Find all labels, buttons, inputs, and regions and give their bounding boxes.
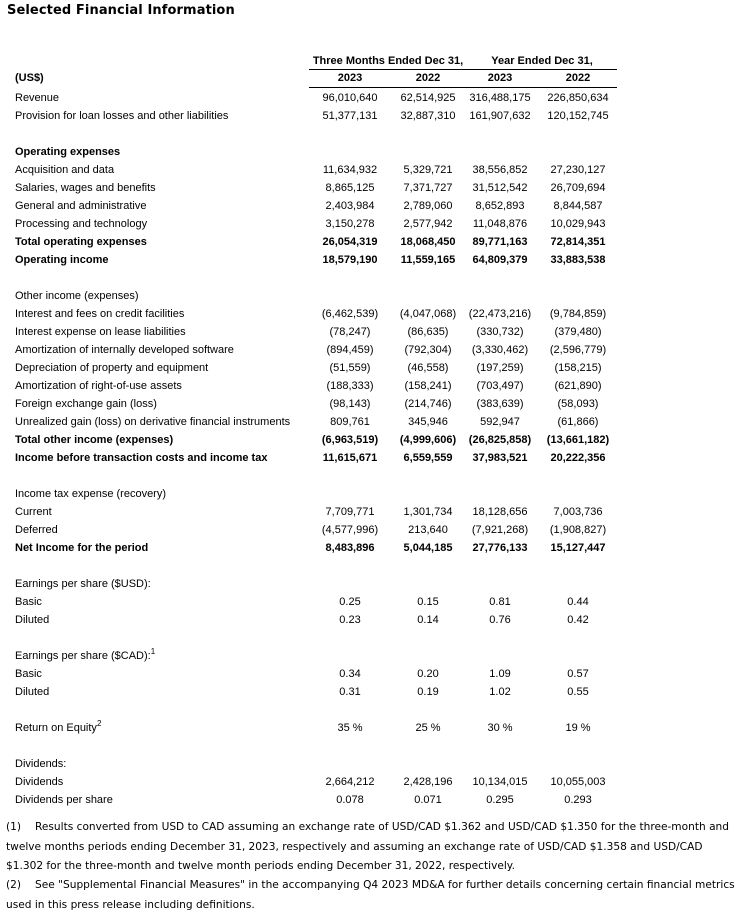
cell: 226,850,634 (547, 92, 609, 104)
cell: 161,907,632 (469, 110, 531, 122)
row-label: Interest and fees on credit facilities (15, 308, 185, 320)
footnote-text: Results converted from USD to CAD assuming an exchange rate of USD/CAD $1.362 and USD/CAD $1.350 for the three-month and twelve months periods ending December 31, 2023, respectively and assuming an exchange rate of USD/CAD $1.358 and USD/CAD $1.302 for the three-month and twelve month periods ending December 31, 2022, respectively. (6, 821, 729, 872)
row-label: Unrealized gain (loss) on derivative financial instruments (15, 416, 291, 428)
footnote-marker: (1) (6, 821, 22, 833)
table-row (0, 413, 746, 431)
cell: 10,055,003 (550, 776, 606, 788)
cell: (7,921,268) (471, 524, 529, 536)
year-header: 2022 (565, 72, 591, 84)
cell: 89,771,163 (472, 236, 528, 248)
section-header-operating-expenses (0, 143, 746, 161)
cell: (383,639) (476, 398, 524, 410)
cell: 32,887,310 (400, 110, 456, 122)
cell: 18,128,656 (472, 506, 528, 518)
row-label: Current (15, 506, 52, 518)
cell: 11,559,165 (400, 254, 456, 266)
cell: 38,556,852 (472, 164, 528, 176)
section-header-income-tax (0, 485, 746, 503)
table-row (0, 611, 746, 629)
table-row (0, 773, 746, 791)
row-label: Salaries, wages and benefits (15, 182, 156, 194)
year-header: 2023 (487, 72, 513, 84)
cell: 1,301,734 (403, 506, 453, 518)
table-row (0, 665, 746, 683)
cell: 592,947 (480, 416, 520, 428)
cell: 0.078 (336, 794, 364, 806)
row-label: Diluted (15, 614, 50, 626)
cell: (9,784,859) (549, 308, 607, 320)
cell: 0.81 (489, 596, 511, 608)
cell: (4,047,068) (399, 308, 457, 320)
table-row (0, 161, 746, 179)
cell: 0.31 (339, 686, 361, 698)
table-row (0, 377, 746, 395)
cell: 27,230,127 (550, 164, 606, 176)
row-label: Operating income (15, 254, 109, 266)
row-label: Dividends per share (15, 794, 113, 806)
footnote-marker: (2) (6, 879, 22, 891)
table-row (0, 341, 746, 359)
cell: 11,048,876 (472, 218, 528, 230)
cell: (158,241) (404, 380, 452, 392)
group-header-year: Year Ended Dec 31, (491, 55, 593, 67)
row-label: Total other income (expenses) (15, 434, 174, 446)
row-label: Income before transaction costs and income tax (15, 452, 268, 464)
table-row (0, 791, 746, 809)
cell: 0.15 (417, 596, 439, 608)
cell: 7,709,771 (325, 506, 375, 518)
table-row-total (0, 233, 746, 251)
cell: 0.19 (417, 686, 439, 698)
cell: (3,330,462) (471, 344, 529, 356)
cell: 11,634,932 (322, 164, 378, 176)
year-header: 2023 (337, 72, 363, 84)
row-label: Depreciation of property and equipment (15, 362, 209, 374)
cell: 31,512,542 (472, 182, 528, 194)
cell: 2,789,060 (403, 200, 453, 212)
cell: (188,333) (326, 380, 374, 392)
cell: 0.14 (417, 614, 439, 626)
table-row-total (0, 449, 746, 467)
cell: 20,222,356 (550, 452, 606, 464)
cell: (158,215) (554, 362, 602, 374)
cell: 8,483,896 (325, 542, 375, 554)
table-row (0, 179, 746, 197)
table-row (0, 521, 746, 539)
cell: 0.23 (339, 614, 361, 626)
row-label-text: Return on Equity (15, 722, 97, 734)
footnote-ref: 1 (150, 647, 156, 656)
cell: 1.09 (489, 668, 511, 680)
cell: 7,003,736 (553, 506, 603, 518)
cell: (379,480) (554, 326, 602, 338)
footnote-2 (6, 876, 742, 915)
cell: 8,844,587 (553, 200, 603, 212)
cell: 35 % (337, 722, 363, 734)
section-label: Other income (expenses) (15, 290, 139, 302)
cell: 96,010,640 (322, 92, 378, 104)
footnote-ref: 2 (96, 719, 102, 728)
cell: 213,640 (408, 524, 448, 536)
cell: 345,946 (408, 416, 448, 428)
row-label: Basic (15, 668, 42, 680)
cell: 64,809,379 (472, 254, 528, 266)
cell: (58,093) (557, 398, 599, 410)
cell: (621,890) (554, 380, 602, 392)
row-label (15, 719, 101, 737)
cell: 5,329,721 (403, 164, 453, 176)
cell: (1,908,827) (549, 524, 607, 536)
row-label: Foreign exchange gain (loss) (15, 398, 157, 410)
table-row-roe (0, 719, 746, 737)
cell: (4,577,996) (321, 524, 379, 536)
table-row (0, 503, 746, 521)
cell: 25 % (415, 722, 441, 734)
cell: 19 % (565, 722, 591, 734)
row-label: Net Income for the period (15, 542, 149, 554)
cell: (46,558) (407, 362, 449, 374)
cell: 2,428,196 (403, 776, 453, 788)
cell: (51,559) (329, 362, 371, 374)
cell: 11,615,671 (322, 452, 378, 464)
section-label: Dividends: (15, 758, 67, 770)
cell: 0.25 (339, 596, 361, 608)
cell: 37,983,521 (472, 452, 528, 464)
table-row (0, 215, 746, 233)
cell: 18,579,190 (322, 254, 378, 266)
currency-label: (US$) (15, 72, 44, 84)
section-header-dividends (0, 755, 746, 773)
header-row (0, 69, 746, 87)
cell: 2,403,984 (325, 200, 375, 212)
cell: 809,761 (330, 416, 370, 428)
section-label: Operating expenses (15, 146, 121, 158)
cell: (2,596,779) (549, 344, 607, 356)
cell: 62,514,925 (400, 92, 456, 104)
table-row (0, 395, 746, 413)
cell: 2,664,212 (325, 776, 375, 788)
group-header-three-months: Three Months Ended Dec 31, (312, 55, 464, 67)
row-label: Processing and technology (15, 218, 148, 230)
cell: 0.295 (486, 794, 514, 806)
table-row (0, 683, 746, 701)
cell: 8,652,893 (475, 200, 525, 212)
footnote-1 (6, 818, 742, 877)
cell: (4,999,606) (399, 434, 457, 446)
cell: 72,814,351 (550, 236, 606, 248)
table-row (0, 593, 746, 611)
section-label: Income tax expense (recovery) (15, 488, 167, 500)
cell: (13,661,182) (546, 434, 610, 446)
table-row-total (0, 251, 746, 269)
row-label: Basic (15, 596, 42, 608)
cell: 0.293 (564, 794, 592, 806)
cell: (894,459) (326, 344, 374, 356)
cell: 5,044,185 (403, 542, 453, 554)
cell: 7,371,727 (403, 182, 453, 194)
cell: (78,247) (329, 326, 371, 338)
table-row (0, 305, 746, 323)
cell: 10,134,015 (472, 776, 528, 788)
row-label: Interest expense on lease liabilities (15, 326, 186, 338)
table-row-total (0, 539, 746, 557)
cell: (26,825,858) (468, 434, 532, 446)
row-label: Revenue (15, 92, 60, 104)
row-label: Acquisition and data (15, 164, 115, 176)
header-rule-bottom (309, 87, 617, 88)
cell: 33,883,538 (550, 254, 606, 266)
row-label: General and administrative (15, 200, 147, 212)
year-header: 2022 (415, 72, 441, 84)
cell: 316,488,175 (469, 92, 531, 104)
row-label: Diluted (15, 686, 50, 698)
cell: (330,732) (476, 326, 524, 338)
cell: 0.42 (567, 614, 589, 626)
section-header-eps-usd (0, 575, 746, 593)
cell: 0.76 (489, 614, 511, 626)
section-header-eps-cad (0, 647, 746, 665)
row-label: Total operating expenses (15, 236, 147, 248)
table-row-revenue (0, 89, 746, 107)
cell: 10,029,943 (550, 218, 606, 230)
cell: (22,473,216) (468, 308, 532, 320)
table-row-provision (0, 107, 746, 125)
row-label: Provision for loan losses and other liabilities (15, 110, 229, 122)
cell: (61,866) (557, 416, 599, 428)
row-label: Amortization of internally developed software (15, 344, 234, 356)
cell: 120,152,745 (547, 110, 609, 122)
footnote-text: See "Supplemental Financial Measures" in the accompanying Q4 2023 MD&A for further details concerning certain financial metrics used in this press release including definitions. (6, 879, 735, 911)
cell: (792,304) (404, 344, 452, 356)
cell: (86,635) (407, 326, 449, 338)
cell: (98,143) (329, 398, 371, 410)
cell: 2,577,942 (403, 218, 453, 230)
cell: 0.071 (414, 794, 442, 806)
section-label (15, 647, 155, 665)
row-label: Amortization of right-of-use assets (15, 380, 182, 392)
cell: 26,709,694 (550, 182, 606, 194)
cell: 8,865,125 (325, 182, 375, 194)
cell: 0.55 (567, 686, 589, 698)
cell: (703,497) (476, 380, 524, 392)
cell: 30 % (487, 722, 513, 734)
cell: 15,127,447 (550, 542, 606, 554)
cell: (6,462,539) (321, 308, 379, 320)
table-row (0, 323, 746, 341)
cell: 26,054,319 (322, 236, 378, 248)
cell: (197,259) (476, 362, 524, 374)
table-row-total (0, 431, 746, 449)
section-label-text: Earnings per share ($CAD): (15, 650, 151, 662)
cell: 51,377,131 (322, 110, 378, 122)
cell: 0.57 (567, 668, 589, 680)
section-label: Earnings per share ($USD): (15, 578, 151, 590)
page-title: Selected Financial Information (7, 3, 235, 18)
cell: (6,963,519) (321, 434, 379, 446)
row-label: Dividends (15, 776, 64, 788)
row-label: Deferred (15, 524, 58, 536)
cell: 6,559,559 (403, 452, 453, 464)
table-row (0, 359, 746, 377)
cell: (214,746) (404, 398, 452, 410)
cell: 0.34 (339, 668, 361, 680)
table-row (0, 197, 746, 215)
cell: 1.02 (489, 686, 511, 698)
cell: 3,150,278 (325, 218, 375, 230)
cell: 0.44 (567, 596, 589, 608)
cell: 0.20 (417, 668, 439, 680)
cell: 18,068,450 (400, 236, 456, 248)
cell: 27,776,133 (472, 542, 528, 554)
section-header-other-income (0, 287, 746, 305)
